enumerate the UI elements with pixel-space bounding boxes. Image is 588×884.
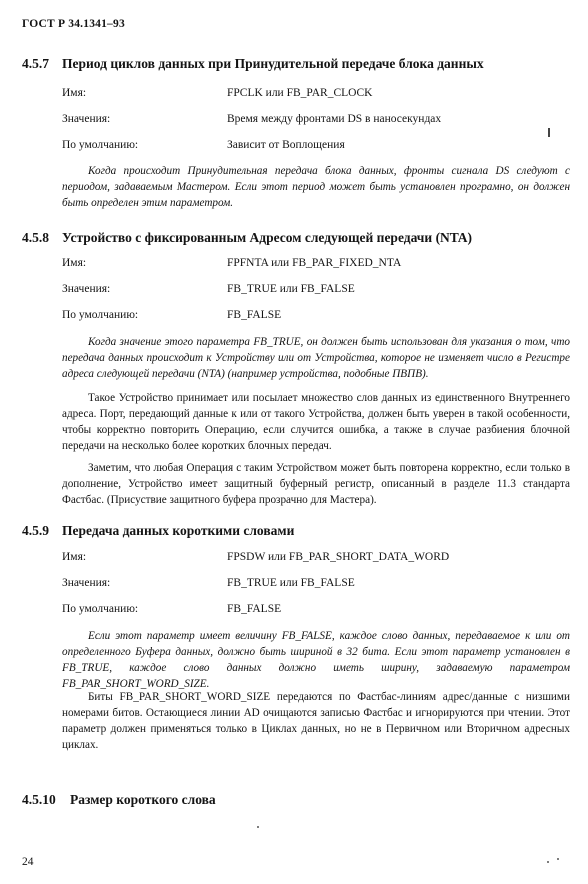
section-heading-4-5-8 — [22, 230, 472, 246]
field-value-name: FPFNTA или FB_PAR_FIXED_NTA — [227, 257, 402, 269]
scan-speck — [557, 858, 559, 860]
section-heading-4-5-7 — [22, 56, 484, 72]
paragraph: Когда значение этого параметра FB_TRUE, он должен быть использован для указания о том, что передача данных происходит к Устройству или от Устройства, которое не изменяет число в Регистре адреса следующей передачи (NTA) (например устройства, подобные ПВПВ). — [62, 336, 570, 380]
field-label-default: По умолчанию: — [62, 309, 139, 321]
field-value-default: Зависит от Воплощения — [227, 139, 345, 151]
page-number: 24 — [22, 856, 34, 868]
field-value-default: FB_FALSE — [227, 603, 282, 615]
section-number: 4.5.10 — [22, 792, 56, 807]
field-value-name: FPCLK или FB_PAR_CLOCK — [227, 87, 373, 99]
section-heading-4-5-9 — [22, 523, 294, 539]
field-value-name: FPSDW или FB_PAR_SHORT_DATA_WORD — [227, 551, 450, 563]
paragraph: Когда происходит Принудительная передача блока данных, фронты сигнала DS следуют с периодом, задаваемым Мастером. Если этот период может быть установлен програмно, он должен быть определен этим параметром. — [62, 165, 570, 209]
field-label-name: Имя: — [62, 257, 87, 269]
field-value-values: FB_TRUE или FB_FALSE — [227, 283, 355, 295]
section-title: Размер короткого слова — [70, 792, 216, 807]
field-value-default: FB_FALSE — [227, 309, 282, 321]
section-title: Передача данных короткими словами — [62, 523, 295, 538]
field-label-values: Значения: — [62, 283, 111, 295]
scan-speck — [547, 861, 549, 863]
paragraph: Заметим, что любая Операция с таким Устройством может быть повторена корректно, если только в дополнение, Устройство имеет защитный буферный регистр, описанный в разделе 11.3 стандарта Фастбас. (Присуствие защитного буфера прозрачно для Мастера). — [62, 462, 570, 506]
field-label-name: Имя: — [62, 551, 87, 563]
section-heading-4-5-10 — [22, 792, 216, 808]
paragraph: Если этот параметр имеет величину FB_FALSE, каждое слово данных, передаваемое к или от определенного Буфера данных, должно быть шириной в 32 бита. Если этот параметр установлен в FB_TRUE, каждое слово данных должно иметь ширину, задаваемую параметром FB_PAR_SHORT_WORD_SIZE. — [62, 630, 570, 690]
field-value-values: FB_TRUE или FB_FALSE — [227, 577, 355, 589]
field-label-values: Значения: — [62, 113, 111, 125]
scan-speck — [257, 826, 259, 828]
margin-mark — [548, 128, 550, 137]
section-title: Устройство с фиксированным Адресом следующей передачи (NTA) — [62, 230, 473, 245]
paragraph: Биты FB_PAR_SHORT_WORD_SIZE передаются по Фастбас-линиям адрес/данные с низшими номерами битов. Остающиеся линии AD очищаются записью Фастбас и игнорируются при чтении. Этот параметр должен применяться только в Циклах данных, но не в Первичном или Вторичном адресных циклах. — [62, 691, 570, 751]
section-title: Период циклов данных при Принудительной передаче блока данных — [62, 56, 484, 71]
section-number: 4.5.7 — [22, 56, 49, 71]
document-header: ГОСТ Р 34.1341–93 — [22, 18, 125, 30]
field-label-values: Значения: — [62, 577, 111, 589]
paragraph: Такое Устройство принимает или посылает множество слов данных из единственного Внутреннего адреса. Порт, передающий данные к или от такого Устройства, должен быть уверен в такой особенности, чтобы корректно повторить Операцию, если случится ошибка, а также в случае разбиения блочной передачи на несколько более коротких блочных передач. — [62, 392, 570, 452]
field-label-default: По умолчанию: — [62, 139, 139, 151]
field-value-values: Время между фронтами DS в наносекундах — [227, 113, 442, 125]
section-number: 4.5.9 — [22, 523, 49, 538]
field-label-default: По умолчанию: — [62, 603, 139, 615]
field-label-name: Имя: — [62, 87, 87, 99]
section-number: 4.5.8 — [22, 230, 49, 245]
